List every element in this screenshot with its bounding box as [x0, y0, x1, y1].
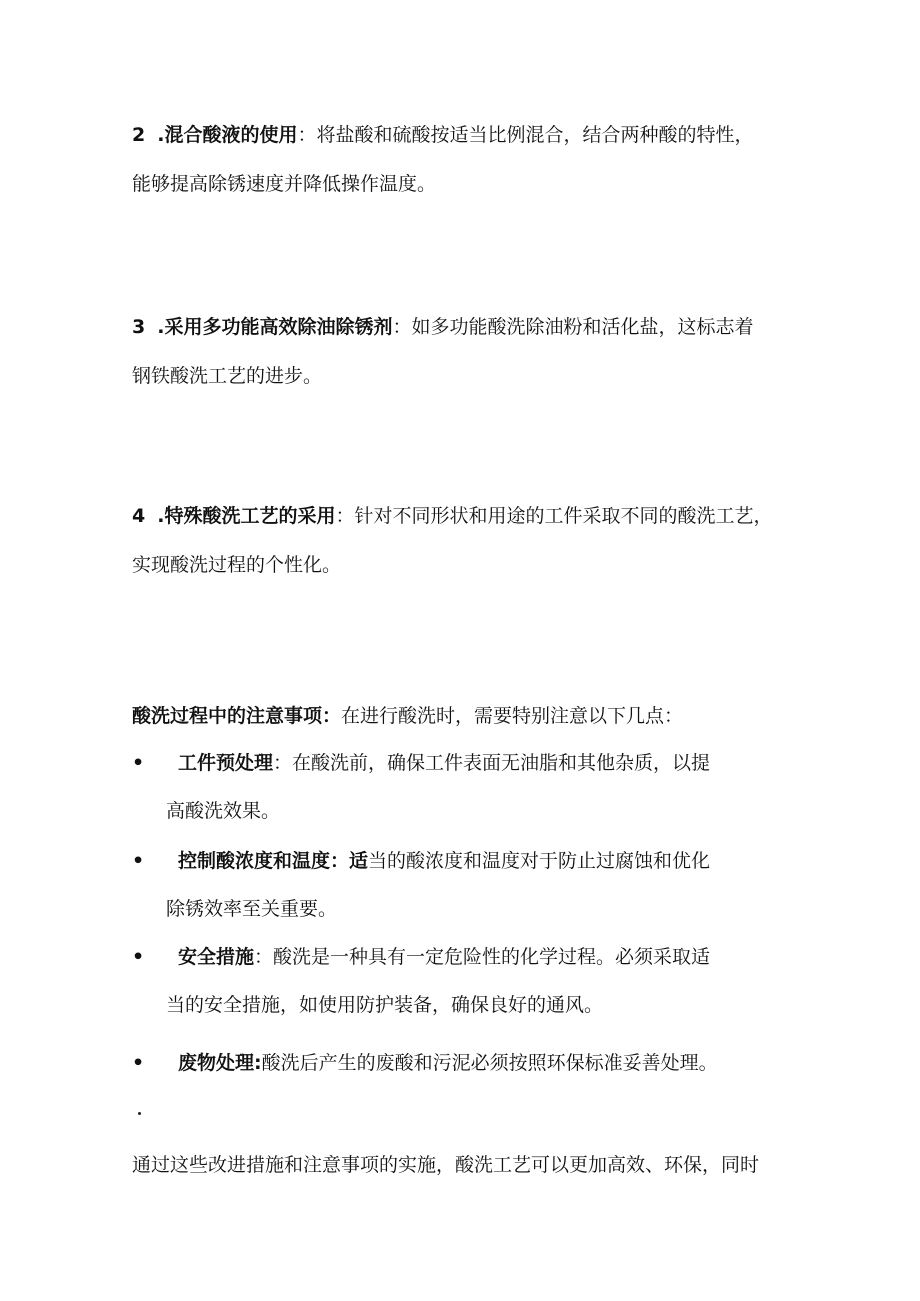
- notes-intro: 在进行酸洗时，需要特别注意以下几点：: [341, 705, 684, 727]
- item-3-line1: [132, 303, 812, 352]
- bullet-text: 酸洗后产生的废酸和污泥必须按照环保标准妥善处理。: [261, 1052, 718, 1074]
- item-3-line2: 钢铁酸洗工艺的进步。: [132, 365, 323, 387]
- item-number: 3: [132, 316, 146, 338]
- bullet-text: 酸洗是一种具有一定危险性的化学过程。必须采取适: [273, 946, 711, 968]
- notes-heading-line: [132, 692, 812, 741]
- bullet-continuation: 除锈效率至关重要。: [166, 898, 338, 920]
- item-number: 4: [132, 505, 146, 527]
- item-2-line2: 能够提高除锈速度并降低操作温度。: [132, 173, 437, 195]
- item-separator: ：: [392, 316, 412, 338]
- item-separator: ：: [335, 505, 355, 527]
- item-number: 2: [132, 124, 146, 146]
- bullet-item: [132, 1039, 718, 1088]
- bullet-continuation: 高酸洗效果。: [166, 800, 281, 822]
- bullet-continuation: 当的安全措施，如使用防护装备，确保良好的通风。: [166, 994, 604, 1016]
- bullet-title: 废物处理:: [178, 1052, 262, 1074]
- bullet-text: 当的酸浓度和温度对于防止过腐蚀和优化: [368, 850, 711, 872]
- notes-heading: 酸洗过程中的注意事项：: [132, 705, 342, 727]
- item-separator: ：: [297, 124, 317, 146]
- item-2-line1: [132, 111, 812, 160]
- bullet-dot: •: [132, 850, 145, 872]
- item-4-line1: [132, 492, 812, 541]
- item-text: 针对不同形状和用途的工件采取不同的酸洗工艺，: [354, 505, 773, 527]
- stray-dot-mark: [138, 1112, 141, 1115]
- conclusion-text: 通过这些改进措施和注意事项的实施，酸洗工艺可以更加高效、环保，同时: [132, 1154, 760, 1176]
- bullet-dot: •: [132, 1052, 145, 1074]
- item-title: .特殊酸洗工艺的采用: [157, 505, 336, 527]
- bullet-dot: •: [132, 946, 145, 968]
- item-title: .采用多功能高效除油除锈剂: [157, 316, 393, 338]
- bullet-item: [132, 837, 710, 886]
- item-title: .混合酸液的使用: [157, 124, 298, 146]
- bullet-title: 安全措施: [178, 946, 255, 968]
- bullet-title: 控制酸浓度和温度：适: [178, 850, 369, 872]
- item-text: 如多功能酸洗除油粉和活化盐，这标志着: [411, 316, 754, 338]
- bullet-separator: ：: [254, 946, 274, 968]
- item-text: 将盐酸和硫酸按适当比例混合，结合两种酸的特性，: [316, 124, 754, 146]
- bullet-separator: ：: [273, 752, 293, 774]
- bullet-title: 工件预处理: [178, 752, 274, 774]
- item-4-line2: 实现酸洗过程的个性化。: [132, 554, 342, 576]
- bullet-dot: •: [132, 752, 145, 774]
- bullet-item: [132, 933, 710, 982]
- bullet-item: [132, 739, 710, 788]
- bullet-text: 在酸洗前，确保工件表面无油脂和其他杂质，以提: [292, 752, 711, 774]
